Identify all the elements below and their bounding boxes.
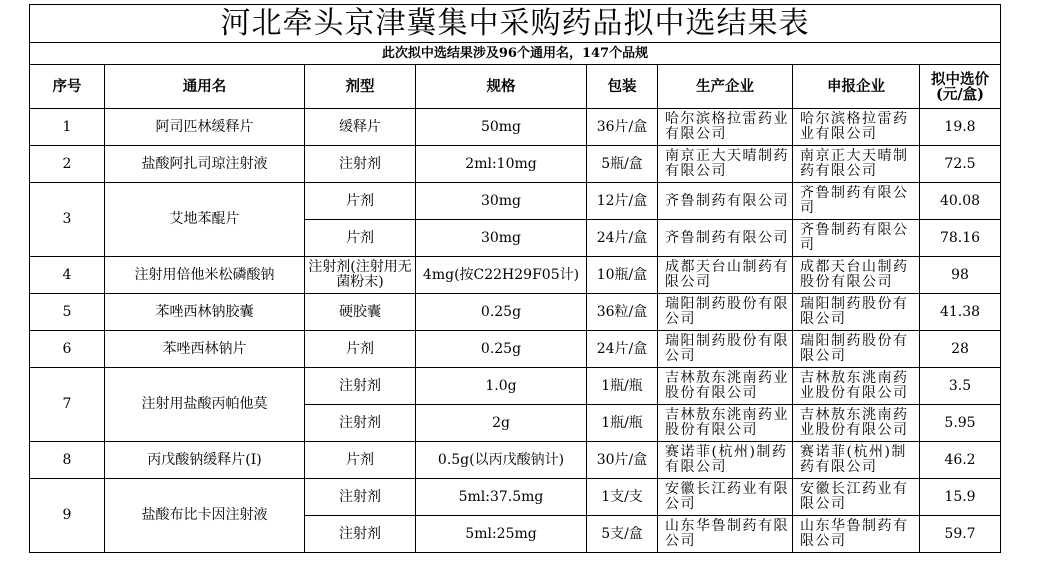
cell-price: 41.38 <box>920 294 1001 331</box>
cell-applicant: 吉林敖东洮南药业股份有限公司 <box>793 368 920 405</box>
cell-spec: 30mg <box>416 220 587 257</box>
cell-spec: 2g <box>416 405 587 442</box>
cell-pack: 5支/盒 <box>587 516 658 553</box>
cell-price: 28 <box>920 331 1001 368</box>
cell-applicant: 哈尔滨格拉雷药业有限公司 <box>793 109 920 146</box>
cell-maker: 齐鲁制药有限公司 <box>658 183 793 220</box>
table-row <box>30 109 1001 146</box>
cell-pack: 1瓶/瓶 <box>587 368 658 405</box>
cell-pack: 24片/盒 <box>587 220 658 257</box>
cell-name: 苯唑西林钠片 <box>105 331 305 368</box>
cell-form: 注射剂 <box>305 405 416 442</box>
cell-form: 注射剂 <box>305 368 416 405</box>
cell-seq: 1 <box>30 109 105 146</box>
table-row <box>30 442 1001 479</box>
page-subtitle: 此次拟中选结果涉及96个通用名，147个品规 <box>30 43 1001 65</box>
cell-maker: 南京正大天晴制药有限公司 <box>658 146 793 183</box>
page-title: 河北牵头京津冀集中采购药品拟中选结果表 <box>30 5 1001 43</box>
header-name: 通用名 <box>105 65 305 109</box>
cell-pack: 10瓶/盒 <box>587 257 658 294</box>
header-spec: 规格 <box>416 65 587 109</box>
cell-spec: 0.5g(以丙戊酸钠计) <box>416 442 587 479</box>
table-row <box>30 257 1001 294</box>
cell-spec: 4mg(按C22H29F05计) <box>416 257 587 294</box>
cell-pack: 24片/盒 <box>587 331 658 368</box>
cell-price: 15.9 <box>920 479 1001 516</box>
cell-applicant: 齐鲁制药有限公司 <box>793 183 920 220</box>
cell-price: 72.5 <box>920 146 1001 183</box>
cell-price: 59.7 <box>920 516 1001 553</box>
cell-spec: 50mg <box>416 109 587 146</box>
cell-applicant: 山东华鲁制药有限公司 <box>793 516 920 553</box>
cell-maker: 哈尔滨格拉雷药业有限公司 <box>658 109 793 146</box>
cell-form: 注射剂 <box>305 516 416 553</box>
cell-spec: 1.0g <box>416 368 587 405</box>
cell-applicant: 赛诺菲(杭州)制药有限公司 <box>793 442 920 479</box>
cell-name: 艾地苯醌片 <box>105 183 305 257</box>
cell-name: 盐酸布比卡因注射液 <box>105 479 305 553</box>
table-row <box>30 331 1001 368</box>
cell-form: 注射剂 <box>305 479 416 516</box>
cell-price: 78.16 <box>920 220 1001 257</box>
cell-spec: 5ml:37.5mg <box>416 479 587 516</box>
cell-name: 苯唑西林钠胶囊 <box>105 294 305 331</box>
cell-form: 注射剂(注射用无菌粉末) <box>305 257 416 294</box>
cell-form: 片剂 <box>305 331 416 368</box>
cell-seq: 7 <box>30 368 105 442</box>
cell-maker: 齐鲁制药有限公司 <box>658 220 793 257</box>
cell-price: 5.95 <box>920 405 1001 442</box>
cell-price: 46.2 <box>920 442 1001 479</box>
cell-spec: 2ml:10mg <box>416 146 587 183</box>
cell-maker: 吉林敖东洮南药业股份有限公司 <box>658 368 793 405</box>
cell-pack: 12片/盒 <box>587 183 658 220</box>
cell-maker: 安徽长江药业有限公司 <box>658 479 793 516</box>
cell-maker: 成都天台山制药有限公司 <box>658 257 793 294</box>
cell-seq: 3 <box>30 183 105 257</box>
cell-maker: 吉林敖东洮南药业股份有限公司 <box>658 405 793 442</box>
cell-applicant: 成都天台山制药股份有限公司 <box>793 257 920 294</box>
cell-seq: 9 <box>30 479 105 553</box>
cell-pack: 1支/支 <box>587 479 658 516</box>
cell-seq: 8 <box>30 442 105 479</box>
cell-price: 3.5 <box>920 368 1001 405</box>
header-form: 剂型 <box>305 65 416 109</box>
header-pack: 包装 <box>587 65 658 109</box>
cell-name: 注射用盐酸丙帕他莫 <box>105 368 305 442</box>
cell-spec: 5ml:25mg <box>416 516 587 553</box>
cell-applicant: 安徽长江药业有限公司 <box>793 479 920 516</box>
cell-pack: 36粒/盒 <box>587 294 658 331</box>
cell-maker: 赛诺菲(杭州)制药有限公司 <box>658 442 793 479</box>
results-table <box>29 4 1001 553</box>
cell-pack: 1瓶/瓶 <box>587 405 658 442</box>
table-row <box>30 368 1001 405</box>
table-row <box>30 294 1001 331</box>
cell-form: 注射剂 <box>305 146 416 183</box>
header-seq: 序号 <box>30 65 105 109</box>
cell-form: 硬胶囊 <box>305 294 416 331</box>
cell-maker: 瑞阳制药股份有限公司 <box>658 294 793 331</box>
header-row <box>30 65 1001 109</box>
cell-seq: 6 <box>30 331 105 368</box>
cell-form: 缓释片 <box>305 109 416 146</box>
table-row <box>30 479 1001 516</box>
cell-price: 19.8 <box>920 109 1001 146</box>
table-row <box>30 146 1001 183</box>
cell-name: 阿司匹林缓释片 <box>105 109 305 146</box>
cell-name: 注射用倍他米松磷酸钠 <box>105 257 305 294</box>
cell-seq: 4 <box>30 257 105 294</box>
cell-maker: 瑞阳制药股份有限公司 <box>658 331 793 368</box>
cell-name: 盐酸阿扎司琼注射液 <box>105 146 305 183</box>
cell-pack: 5瓶/盒 <box>587 146 658 183</box>
cell-price: 40.08 <box>920 183 1001 220</box>
header-maker: 生产企业 <box>658 65 793 109</box>
cell-applicant: 南京正大天晴制药有限公司 <box>793 146 920 183</box>
cell-applicant: 吉林敖东洮南药业股份有限公司 <box>793 405 920 442</box>
cell-spec: 0.25g <box>416 294 587 331</box>
header-price: 拟中选价(元/盒) <box>920 65 1001 109</box>
cell-applicant: 瑞阳制药股份有限公司 <box>793 294 920 331</box>
cell-maker: 山东华鲁制药有限公司 <box>658 516 793 553</box>
cell-name: 丙戊酸钠缓释片(Ⅰ) <box>105 442 305 479</box>
cell-pack: 30片/盒 <box>587 442 658 479</box>
table-row <box>30 183 1001 220</box>
cell-pack: 36片/盒 <box>587 109 658 146</box>
cell-price: 98 <box>920 257 1001 294</box>
cell-form: 片剂 <box>305 183 416 220</box>
cell-spec: 0.25g <box>416 331 587 368</box>
cell-applicant: 齐鲁制药有限公司 <box>793 220 920 257</box>
cell-spec: 30mg <box>416 183 587 220</box>
cell-form: 片剂 <box>305 220 416 257</box>
cell-seq: 5 <box>30 294 105 331</box>
cell-form: 片剂 <box>305 442 416 479</box>
header-applicant: 申报企业 <box>793 65 920 109</box>
cell-applicant: 瑞阳制药股份有限公司 <box>793 331 920 368</box>
cell-seq: 2 <box>30 146 105 183</box>
